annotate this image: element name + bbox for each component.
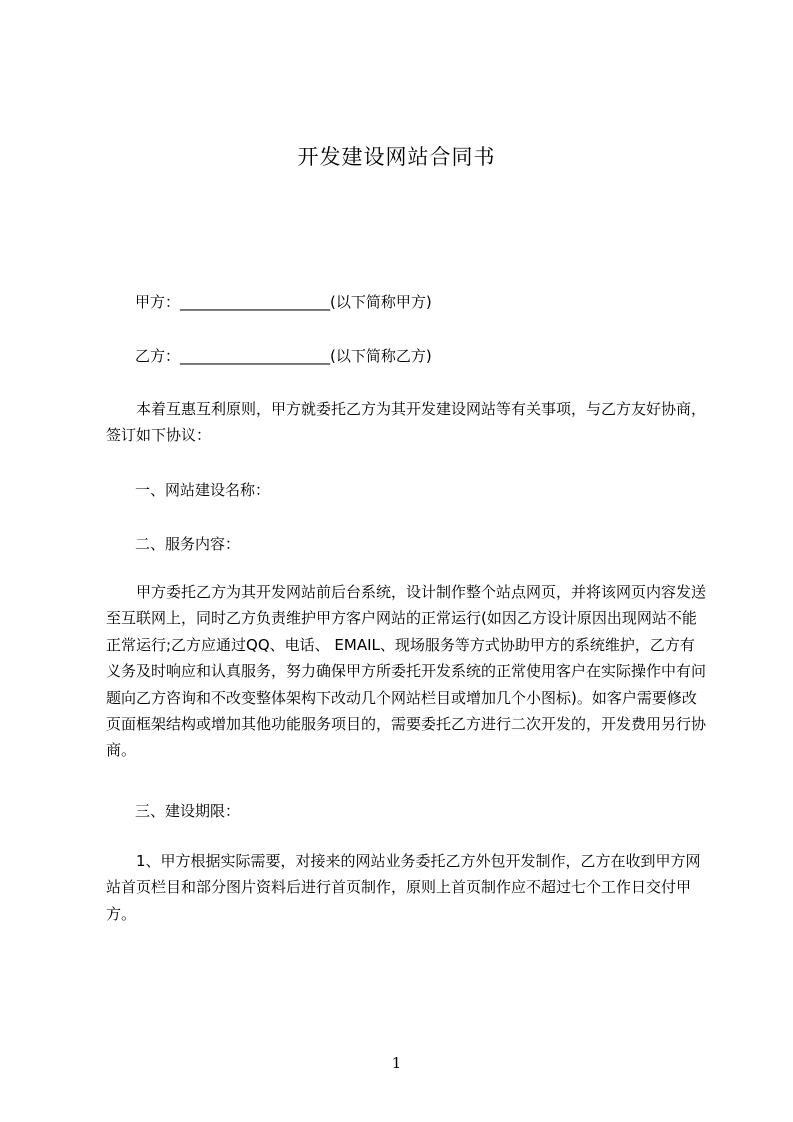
document-title: 开发建设网站合同书 bbox=[297, 145, 496, 169]
section-3-item-1: 1、甲方根据实际需要，对接来的网站业务委托乙方外包开发制作，乙方在收到甲方网站首页栏目和部分图片资料后进行首页制作，原则上首页制作应不超过七个工作日交付甲方。 bbox=[106, 852, 701, 923]
intro-paragraph: 本着互惠互利原则，甲方就委托乙方为其开发建设网站等有关事项，与乙方友好协商，签订如下协议： bbox=[106, 400, 707, 445]
page-number: 1 bbox=[391, 1054, 402, 1072]
section-2-body: 甲方委托乙方为其开发网站前后台系统，设计制作整个站点网页，并将该网页内容发送至互联网上，同时乙方负责维护甲方客户网站的正常运行(如因乙方设计原因出现网站不能正常运行;乙方应通过QQ、电话、 EMAIL、现场服务等方式协助甲方的系统维护，乙方有义务及时响应和认真服务，努力确保甲方所委托开发系统的正常使用客户在实际操作中有问题向乙方咨询和不改变整体架构下改动几个网站栏目或增加几个小图标)。如客户需要修改页面框架结构或增加其他功能服务项目的，需要委托乙方进行二次开发的，开发费用另行协商。 bbox=[106, 583, 707, 760]
section-3-heading: 三、建设期限： bbox=[135, 802, 241, 820]
party-a-line: 甲方：____________________(以下简称甲方) bbox=[135, 293, 432, 311]
party-b-line: 乙方：____________________(以下简称乙方) bbox=[135, 347, 432, 365]
section-1-heading: 一、网站建设名称： bbox=[135, 481, 271, 499]
section-2-heading: 二、服务内容： bbox=[135, 535, 241, 553]
